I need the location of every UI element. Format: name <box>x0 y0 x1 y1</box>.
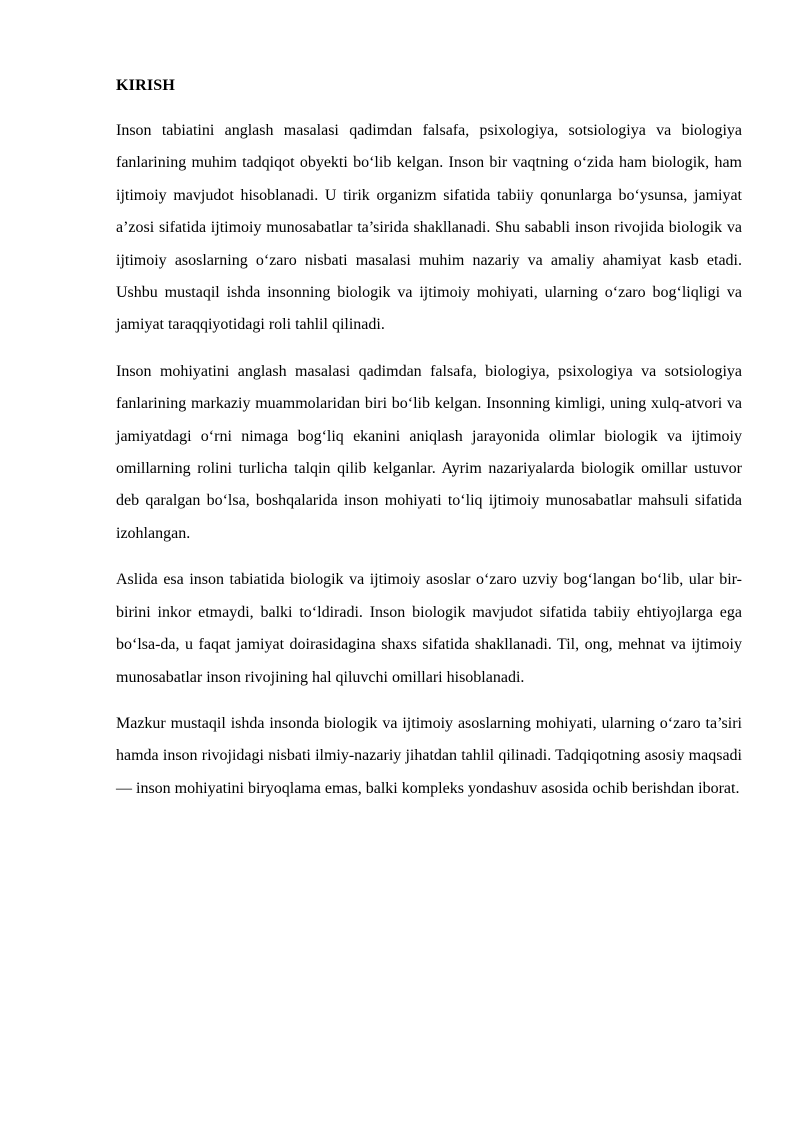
section-heading: KIRISH <box>116 77 175 94</box>
paragraph-2: Inson mohiyatini anglash masalasi qadimdan falsafa, biologiya, psixologiya va sotsiologiya fanlarining markaziy muammolaridan biri bo‘lib kelgan. Insonning kimligi, uning xulq-atvori va jamiyatdagi o‘rni nimaga bog‘liq ekanini aniqlash jarayonida olimlar biologik va ijtimoiy omillarning rolini turlicha talqin qilib kelganlar. Ayrim nazariyalarda biologik omillar ustuvor deb qaralgan bo‘lsa, boshqalarida inson mohiyati to‘liq ijtimoiy munosabatlar mahsuli sifatida izohlangan. <box>116 362 742 542</box>
document-body <box>116 74 742 819</box>
paragraph-3: Aslida esa inson tabiatida biologik va ijtimoiy asoslar o‘zaro uzviy bog‘langan bo‘lib, ular bir-birini inkor etmaydi, balki to‘ldiradi. Inson biologik mavjudot sifatida tabiiy ehtiyojlarga ega bo‘lsa-da, u faqat jamiyat doirasidagina shaxs sifatida shakllanadi. Til, ong, mehnat va ijtimoiy munosabatlar inson rivojining hal qiluvchi omillari hisoblanadi. <box>116 571 742 686</box>
paragraph-4: Mazkur mustaqil ishda insonda biologik va ijtimoiy asoslarning mohiyati, ularning o‘zaro ta’siri hamda inson rivojidagi nisbati ilmiy-nazariy jihatdan tahlil qilinadi. Tadqiqotning asosiy maqsadi — inson mohiyatini biryoqlama emas, balki kompleks yondashuv asosida ochib berishdan iborat. <box>116 714 742 797</box>
paragraph-1: Inson tabiatini anglash masalasi qadimdan falsafa, psixologiya, sotsiologiya va biologiya fanlarining muhim tadqiqot obyekti bo‘lib kelgan. Inson bir vaqtning o‘zida ham biologik, ham ijtimoiy mavjudot hisoblanadi. U tirik organizm sifatida tabiiy qonunlarga bo‘ysunsa, jamiyat a’zosi sifatida ijtimoiy munosabatlar ta’sirida shakllanadi. Shu sababli inson rivojida biologik va ijtimoiy asoslarning o‘zaro nisbati masalasi muhim nazariy va amaliy ahamiyat kasb etadi. Ushbu mustaqil ishda insonning biologik va ijtimoiy mohiyati, ularning o‘zaro bog‘liqligi va jamiyat taraqqiyotidagi roli tahlil qilinadi. <box>116 122 742 334</box>
